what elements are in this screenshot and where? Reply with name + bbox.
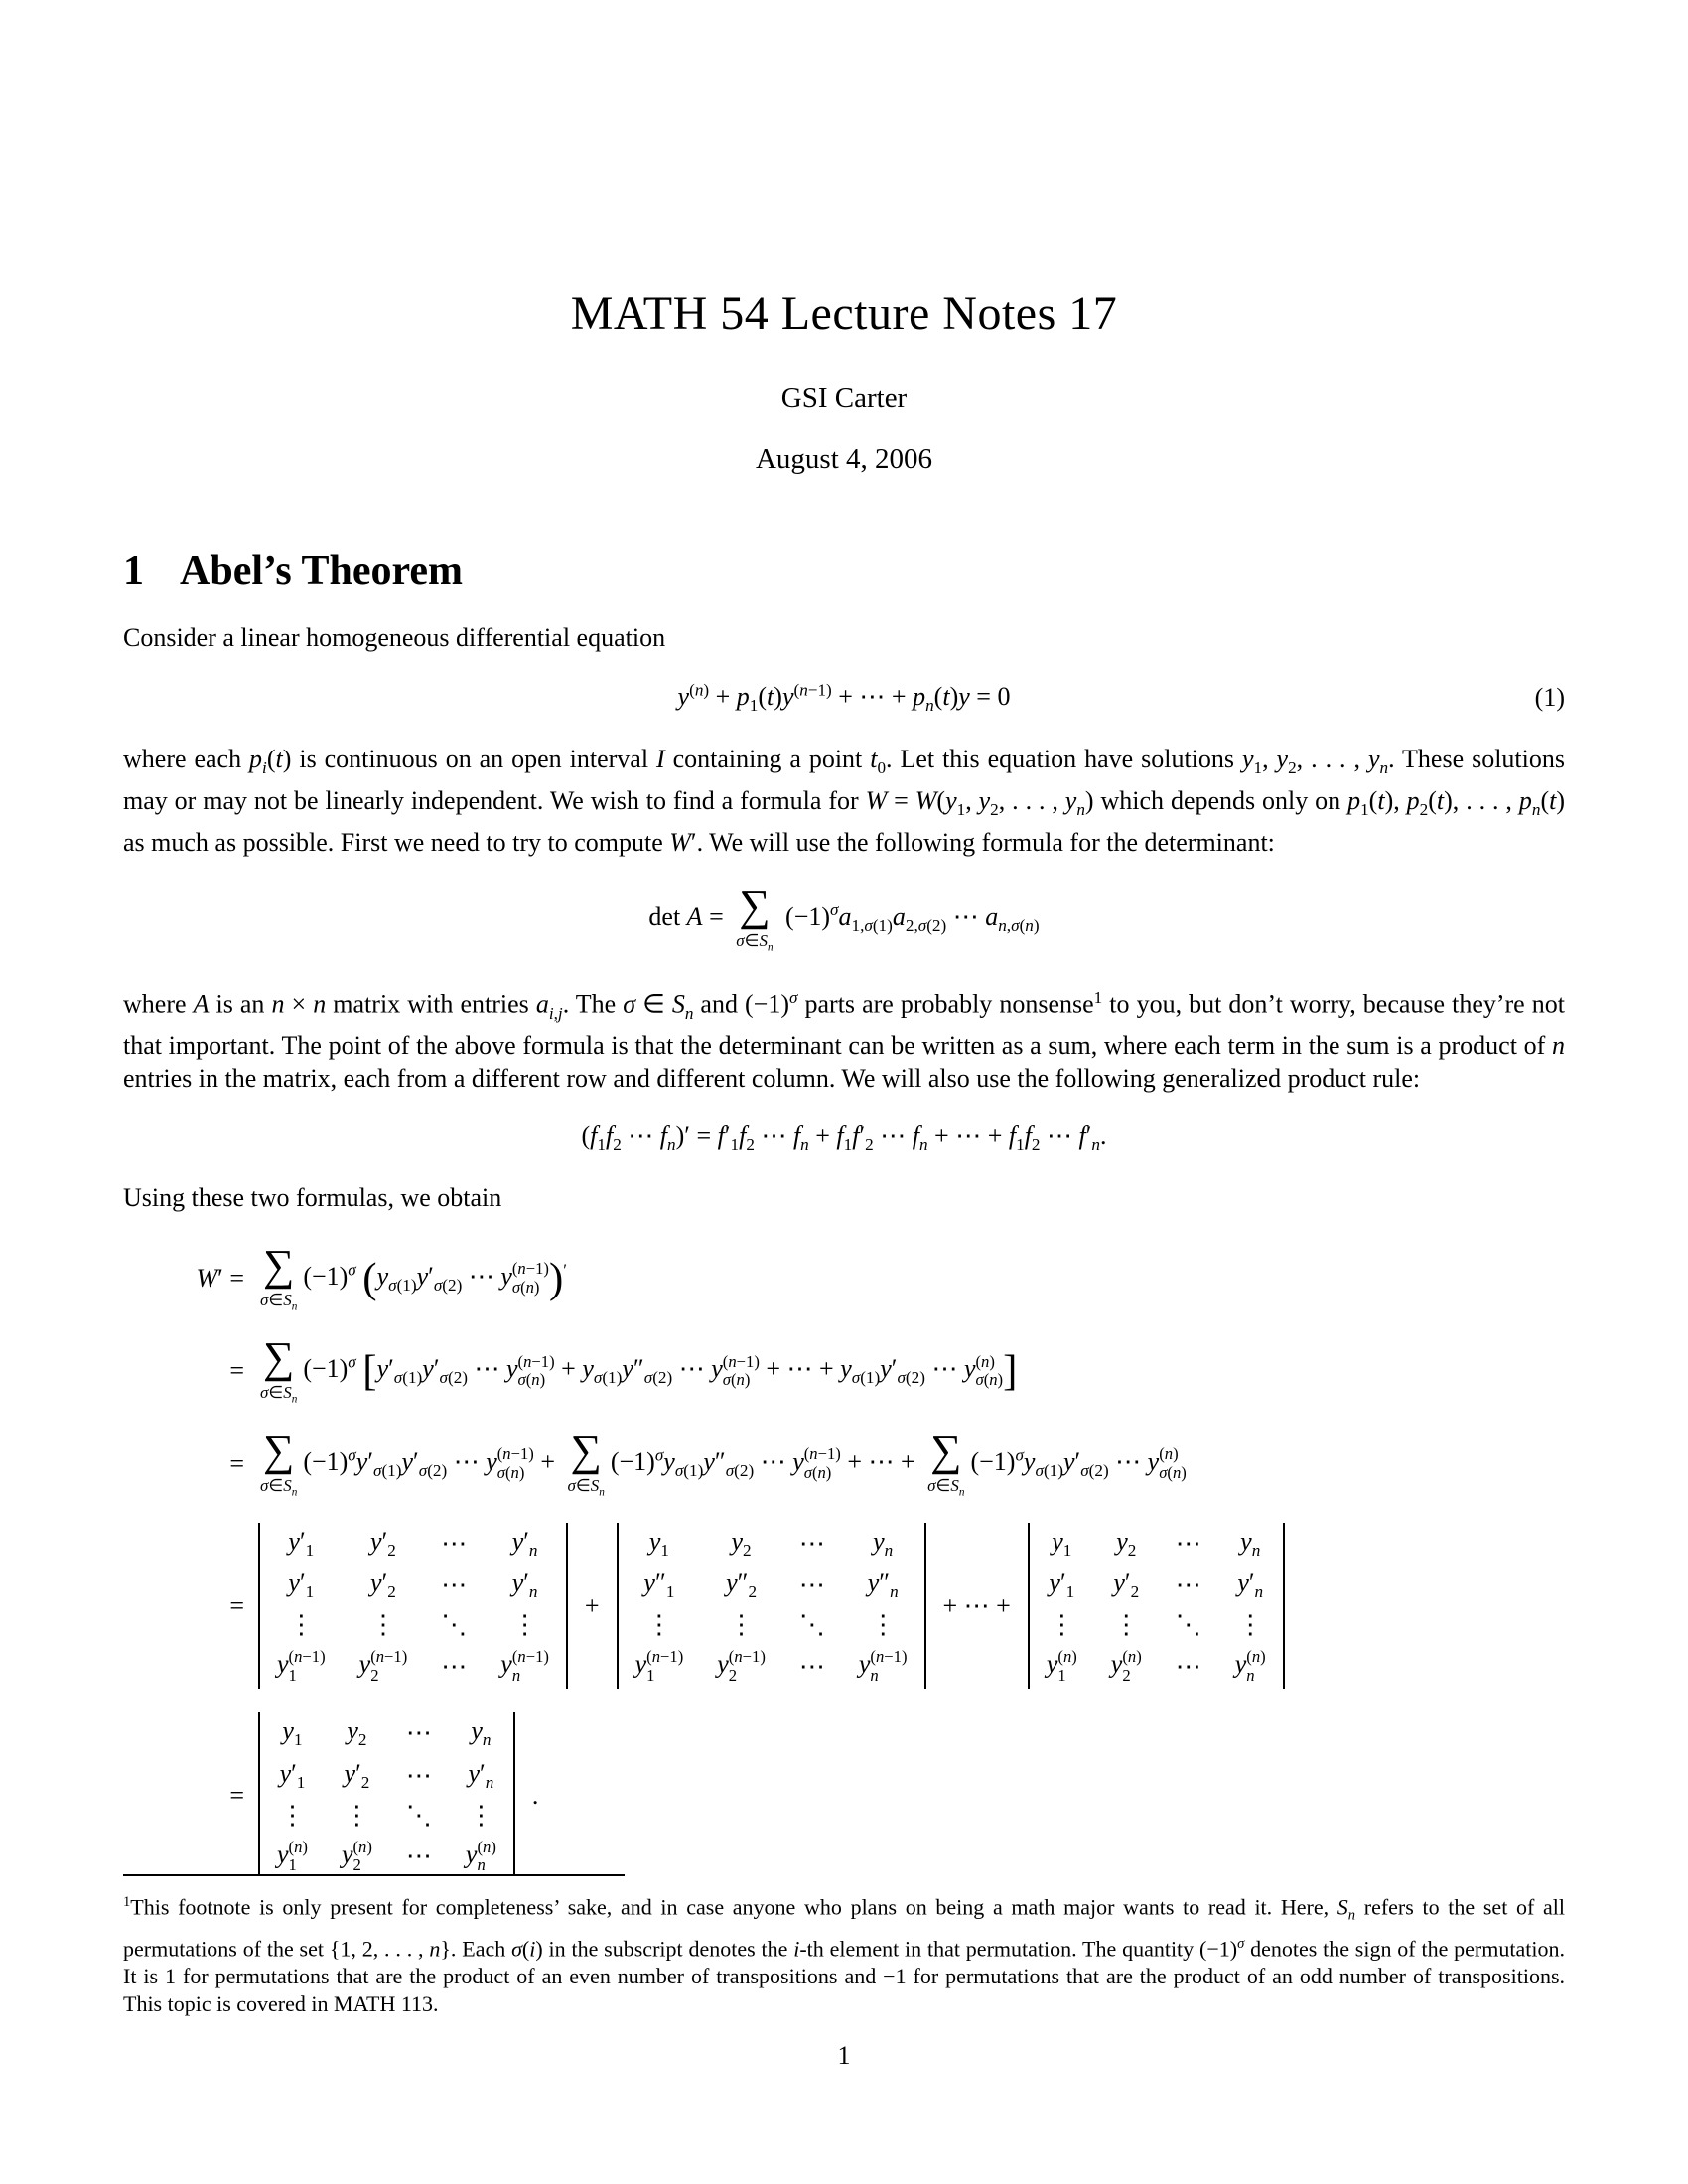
derivation-line-3 [159,1427,1565,1499]
derivation-line-2 [159,1333,1565,1406]
equation-product-rule: ($f_1f_2$ ⋯ $f_n)' = f'_1f_2$ ⋯ $f_n + f_1f'_2$ ⋯ $f_n$ + ⋯ + $f_1f_2$ ⋯ $f'_n$. [581,1120,1107,1154]
page-number: 1 [837,2041,851,2070]
paragraph-intro: Consider a linear homogeneous differential equation [123,623,666,652]
derivation-line-5-rhs: $y_1$ $y_2$ ⋯ $y_n$ $y'_1$ $y'_2$ ⋯ $y'_n$ ⋮ ⋮ ⋱ ⋮ y (n) 1 y (n) 2 ⋯ y (n) n . [254,1779,551,1808]
footnote-rule [123,1874,625,1876]
equation-1-number: (1) [1534,682,1565,712]
determinant-matrix: $y_1$ $y_2$ ⋯ $y_n$ $y'_1$ $y'_2$ ⋯ $y'_n$ ⋮ ⋮ ⋱ ⋮ y (n) 1 y (n) 2 ⋯ y (n) n [1028,1523,1285,1690]
paragraph-after-det: where A is an n × n matrix with entries $a_{i,j}$. The σ ∈ $S_n$ and $(-1)^\sigma$ parts are probably nonsense$^1$ to you, but don’t worry, because they’re not that important. The point of the above formula is that the determinant can be written as a sum, where each term in the sum is a product of n entries in the matrix, each from a different row and different column. We will also use the following generalized product rule: [123,987,1565,1093]
section-heading [123,547,1565,595]
footnote-block [123,1874,1565,2018]
derivation-line-4-determinants [159,1523,1565,1690]
derivation-line-5-final-determinant [159,1712,1565,1879]
footnote-text: $^1$This footnote is only present for completeness’ sake, and in case anyone who plans on being a math major wants to read it. Here, $S_n$ refers to the set of all permutations of the set {1, 2, . . . , n}. Each σ(i) in the subscript denotes the i-th element in that permutation. The quantity $(-1)^\sigma$ denotes the sign of the permutation. It is 1 for permutations that are the product of an even number of transpositions and −1 for permutations that are the product of an odd number of transpositions. This topic is covered in MATH 113. [123,1894,1566,2017]
derivation-line-2-lhs: = [229,1356,244,1386]
equation-1 [123,680,1565,716]
equation-determinant-formula: det A = ∑ $\sigma\in S_n$ $(-1)^\sigma a_{1,\sigma(1)}a_{2,\sigma(2)}$ ⋯ $a_{n,\sigma(n)}$ [648,882,1040,954]
derivation-line-5-lhs: = [229,1781,244,1811]
derivation-line-1-rhs: ∑ $\sigma\in S_n$ $(-1)^\sigma$ ($y_{\sigma(1)}y'_{\sigma(2)}$ ⋯ y (n−1) σ(n) )′ [260,1240,568,1313]
determinant-matrix: $y_1$ $y_2$ ⋯ $y_n$ $y''_1$ $y''_2$ ⋯ $y''_n$ ⋮ ⋮ ⋱ ⋮ y (n−1) 1 y (n−1) 2 ⋯ y (n−1) n [617,1523,926,1690]
derivation-line-3-rhs: ∑ $\sigma\in S_n$ $(-1)^\sigma y'_{\sigma(1)}y'_{\sigma(2)}$ ⋯ y (n−1) σ(n) + ∑ $\sigma\in S_n$ $(-1)^\sigma y_{\sigma(1)}y''_{\sigma(2)}$ ⋯ y (n−1) σ(n) + ⋯ + ∑ $\sigma\in S_n$ $(-1)^\sigma y_{\sigma(1)}y'_{\sigma(2)}$ ⋯ y (n) σ(n) [260,1427,1187,1499]
derivation-line-1-lhs: W′ = [196,1263,244,1293]
determinant-matrix: $y_1$ $y_2$ ⋯ $y_n$ $y'_1$ $y'_2$ ⋯ $y'_n$ ⋮ ⋮ ⋱ ⋮ y (n) 1 y (n) 2 ⋯ y (n) n [258,1712,515,1879]
document-header [123,0,1565,476]
derivation-line-4-lhs: = [229,1590,244,1620]
derivation-line-2-rhs: ∑ $\sigma\in S_n$ $(-1)^\sigma$ [$y'_{\sigma(1)}y'_{\sigma(2)}$ ⋯ y (n−1) σ(n) + $y_{\sigma(1)}y''_{\sigma(2)}$ ⋯ y (n−1) σ(n) + ⋯ + $y_{\sigma(1)}y'_{\sigma(2)}$ ⋯ y (n) σ(n) ] [260,1333,1018,1406]
paragraph-after-eq1: where each $p_i(t)$ is continuous on an open interval I containing a point $t_0$. Let this equation have solutions $y_1$, $y_2$, . . . , $y_n$. These solutions may or may not be linearly independent. We wish to find a formula for $W = W(y_1$, $y_2$, . . . , $y_n$) which depends only on $p_1(t)$, $p_2(t)$, . . . , $p_n(t)$ as much as possible. First we need to try to compute W′. We will use the following formula for the determinant: [123,744,1566,858]
document-date: August 4, 2006 [755,443,933,475]
derivation-line-3-lhs: = [229,1448,244,1478]
derivation-line-4-rhs: $y'_1$ $y'_2$ ⋯ $y'_n$ $y'_1$ $y'_2$ ⋯ $y'_n$ ⋮ ⋮ ⋱ ⋮ y (n−1) 1 y (n−1) 2 ⋯ y (n−1) n $+y_1$ $y_2$ ⋯ $y_n$ $y''_1$ $y''_2$ ⋯ $y''_n$ ⋮ ⋮ ⋱ ⋮ y (n−1) 1 y (n−1) 2 ⋯ y (n−1) n + ⋯ $+y_1$ $y_2$ ⋯ $y_n$ $y'_1$ $y'_2$ ⋯ $y'_n$ ⋮ ⋮ ⋱ ⋮ y (n) 1 y (n) 2 ⋯ y (n) n [254,1588,1289,1617]
document-content [123,0,1565,1879]
document-author: GSI Carter [780,382,908,414]
derivation-block [123,1240,1565,1879]
derivation-line-1 [159,1240,1565,1313]
determinant-matrix: $y'_1$ $y'_2$ ⋯ $y'_n$ $y'_1$ $y'_2$ ⋯ $y'_n$ ⋮ ⋮ ⋱ ⋮ y (n−1) 1 y (n−1) 2 ⋯ y (n−1) n [258,1523,568,1690]
section-number: 1 [123,548,144,594]
document-title: MATH 54 Lecture Notes 17 [570,287,1118,340]
equation-1-body: $y^{(n)} + p_1(t)y^{(n-1)}$ + ⋯ + $p_n(t)y = 0$ [677,680,1011,715]
section-title: Abel’s Theorem [180,548,464,594]
paragraph-using-formulas: Using these two formulas, we obtain [123,1182,502,1212]
